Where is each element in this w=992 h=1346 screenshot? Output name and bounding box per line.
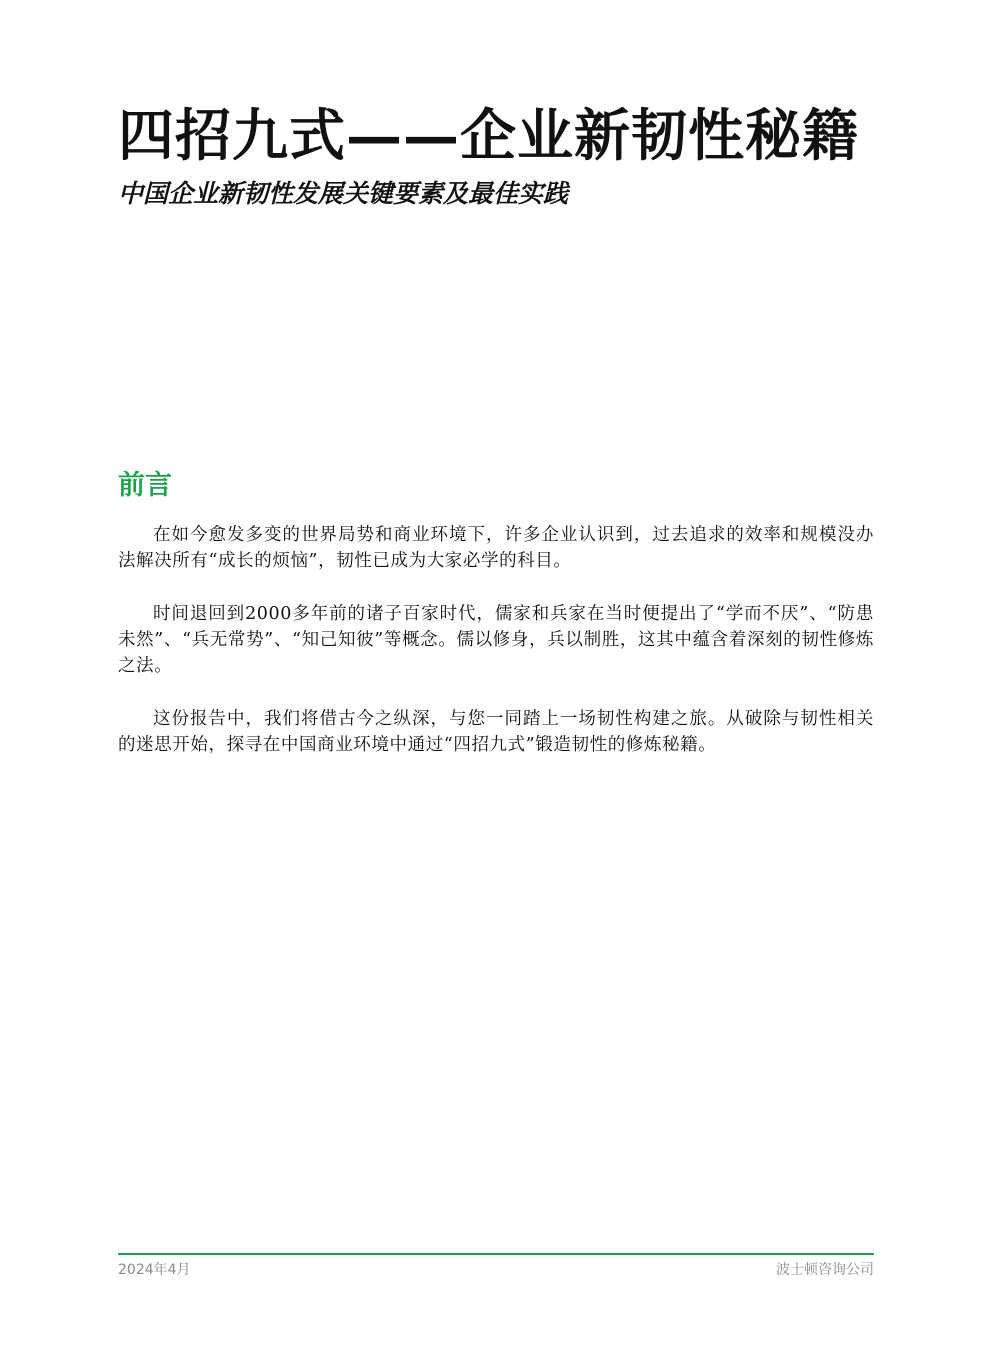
paragraph-2: 时间退回到2000多年前的诸子百家时代，儒家和兵家在当时便提出了“学而不厌”、“防患未然”、“兵无常势”、“知己知彼”等概念。儒以修身，兵以制胜，这其中蕴含着深刻的韧性修炼之法。: [118, 604, 874, 676]
footer-date: 2024年4月: [118, 1262, 191, 1278]
page-subtitle: 中国企业新韧性发展关键要素及最佳实践: [118, 179, 569, 208]
page-title: 四招九式——企业新韧性秘籍: [118, 103, 859, 169]
paragraph-1: 在如今愈发多变的世界局势和商业环境下，许多企业认识到，过去追求的效率和规模没办法解决所有“成长的烦恼”，韧性已成为大家必学的科目。: [118, 525, 874, 571]
footer-divider: [118, 1253, 874, 1255]
preface-body: [118, 522, 874, 785]
footer-company: 波士顿咨询公司: [776, 1262, 874, 1278]
paragraph-3: 这份报告中，我们将借古今之纵深，与您一同踏上一场韧性构建之旅。从破除与韧性相关的迷思开始，探寻在中国商业环境中通过“四招九式”锻造韧性的修炼秘籍。: [118, 709, 874, 755]
section-heading-preface: 前言: [118, 470, 172, 501]
